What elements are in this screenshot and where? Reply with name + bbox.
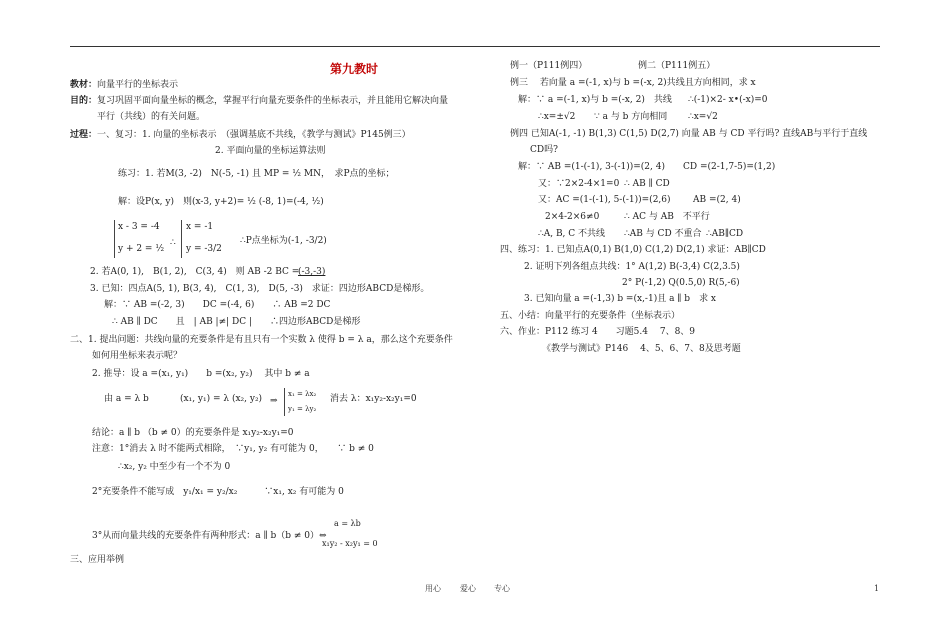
example-4-solution-6: AB =(2, 4) bbox=[693, 195, 741, 205]
therefore-sign: ∴ bbox=[170, 238, 176, 248]
example-4-solution-1: 解：∵ AB =(1-(-1), 3-(-1))=(2, 4) bbox=[518, 162, 665, 172]
section-2-question: 二、1. 提出问题：共线向量的充要条件是有且只有一个实数 λ 使得 b = λ a，那么这个充要条件 bbox=[70, 335, 453, 345]
example-3-solution-4: ∵ a 与 b 方向相同 bbox=[594, 112, 668, 122]
example-1: 例一（P111例四） bbox=[510, 61, 588, 71]
section-4-exercise-2: 2. 证明下列各组点共线：1° A(1,2) B(-3,4) C(2,3.5) bbox=[524, 262, 740, 272]
section-6-homework-cont: 《教学与测试》P146 4、5、6、7、8及思考题 bbox=[542, 344, 741, 354]
note-3: 3°从而向量共线的充要条件有两种形式：a ∥ b（b ≠ 0）⇔ bbox=[92, 531, 327, 541]
derivation-step-2: (x₁, y₁) = λ (x₂, y₂) bbox=[180, 394, 263, 404]
example-4-solution-10: ∴AB 与 CD 不重合 bbox=[624, 229, 702, 239]
purpose-text-cont: 平行（共线）的有关问题。 bbox=[97, 112, 206, 122]
exercise-1-solution: 解：设P(x, y) 则(x-3, y+2)= ½ (-8, 1)=(-4, ½) bbox=[118, 197, 324, 207]
note-1: 注意：1°消去 λ 时不能两式相除， ∵y₁, y₂ 有可能为 0， ∵ b ≠ 0 bbox=[92, 444, 374, 454]
header-rule bbox=[70, 46, 880, 47]
example-3-solution-2: ∴(-1)×2- x•(-x)=0 bbox=[688, 95, 768, 105]
section-5-summary: 五、小结：向量平行的充要条件（坐标表示） bbox=[500, 311, 681, 321]
example-2: 例二（P111例五） bbox=[638, 61, 716, 71]
example-4-solution-9: ∴A, B, C 不共线 bbox=[538, 229, 606, 239]
material-label: 教材： bbox=[70, 80, 98, 90]
material-text: 向量平行的坐标表示 bbox=[97, 80, 179, 90]
conclusion: 结论：a ∥ b （b ≠ 0）的充要条件是 x₁y₂-x₂y₁=0 bbox=[92, 428, 294, 438]
example-4-solution-3: 又：∵2×2-4×1=0 bbox=[538, 179, 620, 189]
section-3-heading: 三、应用举例 bbox=[70, 555, 125, 565]
example-4-solution-2: CD =(2-1,7-5)=(1,2) bbox=[683, 162, 776, 172]
example-3-solution-3: ∴x=±√2 bbox=[538, 112, 576, 122]
system1-eq1: x - 3 = -4 bbox=[118, 222, 160, 232]
system2-eq1: x = -1 bbox=[186, 222, 214, 232]
example-4: 例四 已知A(-1, -1) B(1,3) C(1,5) D(2,7) 向量 AB 与 CD 平行吗? 直线AB与平行于直线 bbox=[510, 129, 868, 139]
section-4-exercise-3: 3. 已知向量 a =(-1,3) b =(x,-1)且 a ∥ b 求 x bbox=[524, 294, 717, 304]
derivation-brace bbox=[284, 388, 285, 416]
example-4-solution-7: 2×4-2×6≠0 bbox=[545, 212, 600, 222]
example-4-cont: CD吗? bbox=[530, 145, 558, 155]
derivation-setup: 2. 推导：设 a =(x₁, y₁) b =(x₂, y₂) 其中 b ≠ a bbox=[92, 369, 310, 379]
example-3: 例三 若向量 a =(-1, x)与 b =(-x, 2)共线且方向相同，求 x bbox=[510, 78, 756, 88]
derivation-result: 消去 λ：x₁y₂-x₂y₁=0 bbox=[330, 394, 417, 404]
note-3-form-1: a = λb bbox=[334, 519, 361, 528]
example-4-solution-5: 又：AC =(1-(-1), 5-(-1))=(2,6) bbox=[538, 195, 671, 205]
point-p-result: ∴P点坐标为(-1, -3/2) bbox=[240, 236, 327, 246]
example-4-solution-4: ∴ AB ∥ CD bbox=[624, 179, 670, 189]
derivation-step-1: 由 a = λ b bbox=[104, 394, 149, 404]
process-label: 过程： bbox=[70, 130, 98, 140]
review-line: 一、复习：1. 向量的坐标表示 （强调基底不共线，《教学与测试》P145例三） bbox=[97, 130, 411, 140]
system-brace-2 bbox=[181, 220, 182, 258]
implies-sign: ⇒ bbox=[270, 396, 278, 406]
example-3-solution-1: 解：∵ a =(-1, x)与 b =(-x, 2) 共线 bbox=[518, 95, 672, 105]
footer-text-2: 爱心 bbox=[460, 584, 476, 593]
section-6-homework: 六、作业：P112 练习 4 习题5.4 7、8、9 bbox=[500, 327, 696, 337]
section-2-question-cont: 如何用坐标来表示呢？ bbox=[92, 351, 183, 361]
review-item-2: 2. 平面向量的坐标运算法则 bbox=[215, 146, 326, 156]
page-number: 1 bbox=[874, 584, 880, 593]
exercise-2: 2. 若A(0, 1), B(1, 2), C(3, 4) 则 AB -2 BC = bbox=[90, 267, 300, 277]
note-1-cont: ∴x₂, y₂ 中至少有一个不为 0 bbox=[118, 462, 231, 472]
purpose-text: 复习巩固平面向量坐标的概念，掌握平行向量充要条件的坐标表示，并且能用它解决向量 bbox=[97, 96, 449, 106]
note-2: 2°充要条件不能写成 y₁/x₁ = y₂/x₂ ∵x₁, x₂ 有可能为 0 bbox=[92, 487, 344, 497]
section-4-exercise-2b: 2° P(-1,2) Q(0.5,0) R(5,-6) bbox=[622, 278, 740, 288]
page-title: 第九教时 bbox=[330, 62, 379, 76]
exercise-2-answer: (-3,-3) bbox=[298, 267, 326, 277]
system2-eq2: y = -3/2 bbox=[186, 244, 222, 254]
exercise-1: 练习：1. 若M(3, -2) N(-5, -1) 且 MP = ½ MN， 求P点的坐标； bbox=[118, 169, 395, 179]
example-4-answer: ∴AB∥CD bbox=[706, 229, 744, 239]
purpose-label: 目的： bbox=[70, 96, 98, 106]
system-brace-1 bbox=[114, 220, 115, 258]
derivation-eq1: x₁ = λx₂ bbox=[288, 390, 317, 398]
exercise-3: 3. 已知：四点A(5, 1), B(3, 4), C(1, 3), D(5, -3) 求证：四边形ABCD是梯形。 bbox=[90, 284, 430, 294]
exercise-3-solution-1: 解：∵ AB =(-2, 3) DC =(-4, 6) ∴ AB =2 DC bbox=[104, 300, 331, 310]
derivation-eq2: y₁ = λy₂ bbox=[288, 405, 317, 413]
footer-text-1: 用心 bbox=[425, 584, 441, 593]
example-3-answer: ∴x=√2 bbox=[688, 112, 718, 122]
footer-text-3: 专心 bbox=[494, 584, 510, 593]
exercise-3-solution-2: ∴ AB ∥ DC 且 | AB |≠| DC | ∴四边形ABCD是梯形 bbox=[112, 317, 361, 327]
section-4-exercise-1: 四、练习：1. 已知点A(0,1) B(1,0) C(1,2) D(2,1) 求证：AB∥CD bbox=[500, 245, 766, 255]
example-4-solution-8: ∴ AC 与 AB 不平行 bbox=[624, 212, 710, 222]
system1-eq2: y + 2 = ½ bbox=[118, 244, 165, 254]
note-3-form-2: x₁y₂ - x₂y₁ = 0 bbox=[322, 539, 378, 548]
